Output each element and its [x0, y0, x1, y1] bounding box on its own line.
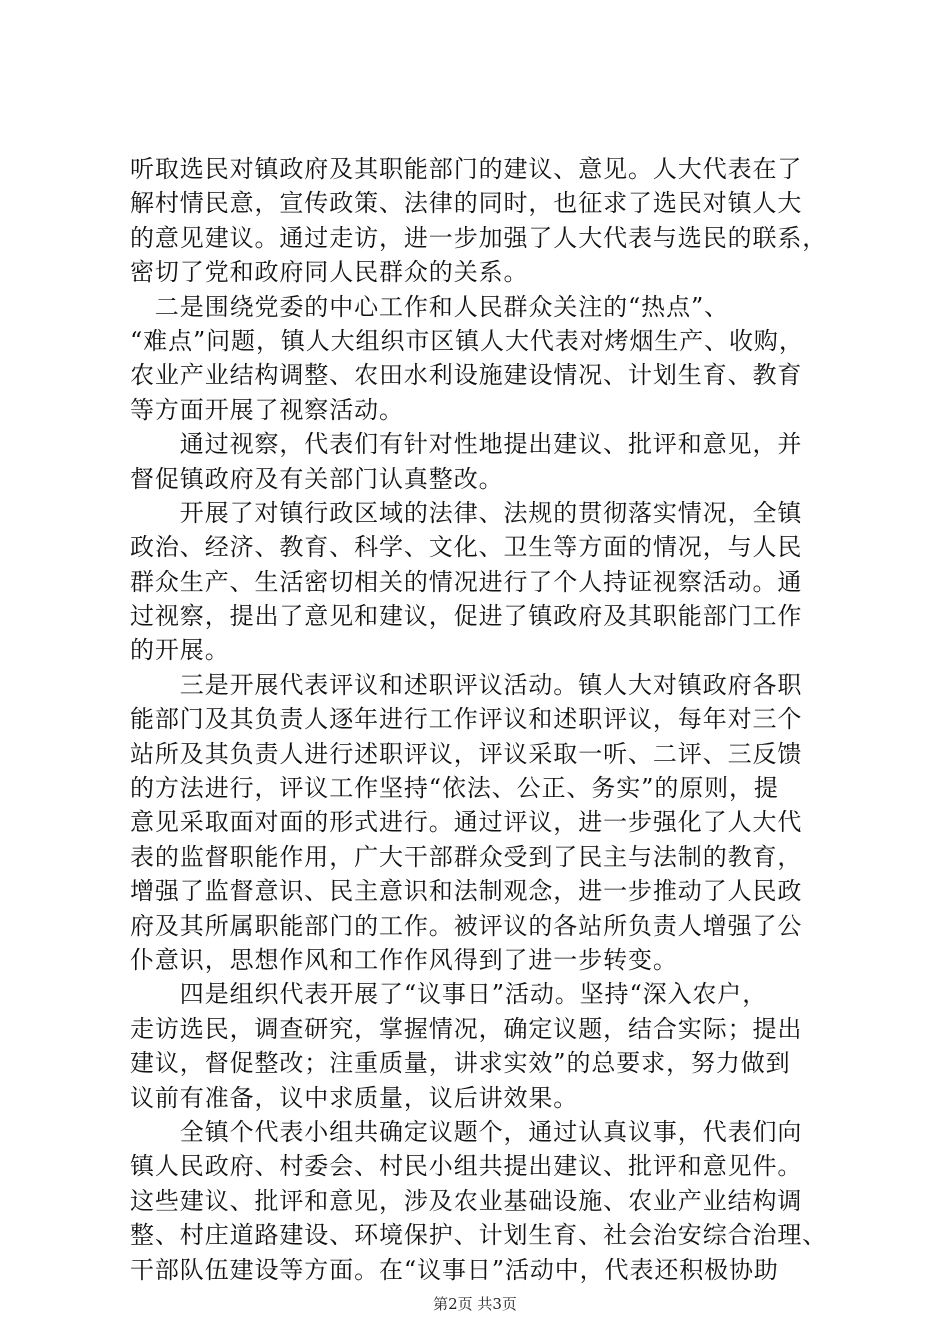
text-line: 站所及其负责人进行述职评议，评议采取一听、二评、三反馈 [130, 739, 803, 768]
text-line: 走访选民，调查研究，掌握情况，确定议题，结合实际；提出 [130, 1014, 803, 1043]
text-line: 干部队伍建设等方面。在“议事日”活动中，代表还积极协助 [130, 1255, 779, 1284]
text-line: 密切了党和政府同人民群众的关系。 [130, 258, 529, 287]
text-line: 听取选民对镇政府及其职能部门的建议、意见。人大代表在了 [130, 155, 803, 183]
text-line: 政治、经济、教育、科学、文化、卫生等方面的情况，与人民 [130, 533, 803, 562]
text-line: 增强了监督意识、民主意识和法制观念，进一步推动了人民政 [130, 877, 803, 906]
text-line: 通过视察，代表们有针对性地提出建议、批评和意见，并 [130, 430, 803, 459]
text-line: 群众生产、生活密切相关的情况进行了个人持证视察活动。通 [130, 567, 803, 596]
text-line: 开展了对镇行政区域的法律、法规的贯彻落实情况，全镇 [130, 498, 803, 527]
text-line: 三是开展代表评议和述职评议活动。镇人大对镇政府各职 [130, 670, 803, 699]
text-line: 意见采取面对面的形式进行。通过评议，进一步强化了人大代 [130, 808, 803, 837]
text-line: 议前有准备，议中求质量，议后讲效果。 [130, 1083, 579, 1112]
text-line: 二是围绕党委的中心工作和人民群众关注的“热点”、 [130, 292, 730, 321]
text-line: 整、村庄道路建设、环境保护、计划生育、社会治安综合治理、 [130, 1221, 828, 1250]
document-body [130, 152, 830, 1287]
page-number-footer: 第2页 共3页 [433, 1295, 517, 1313]
text-line: 这些建议、批评和意见，涉及农业基础设施、农业产业结构调 [130, 1186, 803, 1215]
text-line: 镇人民政府、村委会、村民小组共提出建议、批评和意见件。 [130, 1152, 803, 1181]
text-line: 表的监督职能作用，广大干部群众受到了民主与法制的教育， [130, 842, 803, 871]
text-line: 能部门及其负责人逐年进行工作评议和述职评议，每年对三个 [130, 705, 803, 734]
text-line: “难点”问题，镇人大组织市区镇人大代表对烤烟生产、收购， [130, 326, 804, 355]
text-line: 的意见建议。通过走访，进一步加强了人大代表与选民的联系， [130, 223, 828, 252]
text-line: 督促镇政府及有关部门认真整改。 [130, 464, 504, 493]
text-line: 府及其所属职能部门的工作。被评议的各站所负责人增强了公 [130, 911, 803, 940]
text-line: 建议，督促整改；注重质量，讲求实效”的总要求，努力做到 [130, 1049, 791, 1078]
text-line: 农业产业结构调整、农田水利设施建设情况、计划生育、教育 [130, 361, 803, 390]
text-line: 仆意识，思想作风和工作作风得到了进一步转变。 [130, 945, 678, 974]
text-line: 的开展。 [130, 636, 230, 665]
text-line: 解村情民意，宣传政策、法律的同时，也征求了选民对镇人大 [130, 189, 803, 218]
text-line: 过视察，提出了意见和建议，促进了镇政府及其职能部门工作 [130, 602, 803, 631]
text-line: 四是组织代表开展了“议事日”活动。坚持“深入农户， [130, 980, 768, 1009]
text-line: 等方面开展了视察活动。 [130, 395, 404, 424]
text-line: 的方法进行，评议工作坚持“依法、公正、务实”的原则，提 [130, 774, 779, 803]
text-line: 全镇个代表小组共确定议题个，通过认真议事，代表们向 [130, 1117, 803, 1146]
